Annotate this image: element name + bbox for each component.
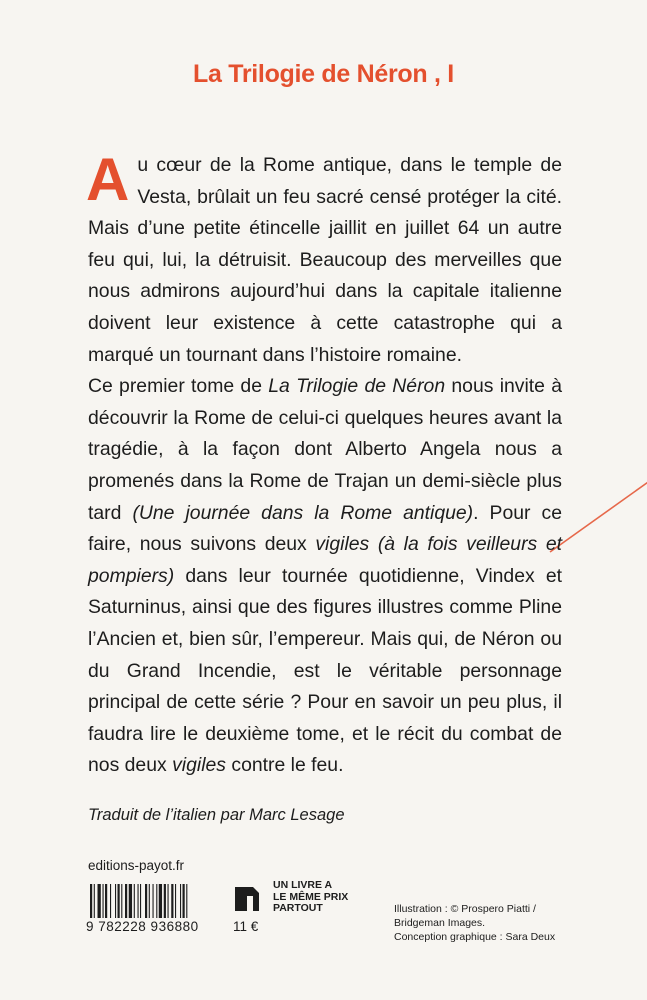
barcode-bar: [149, 884, 150, 918]
drop-cap: A: [86, 146, 130, 213]
barcode-bar: [153, 884, 154, 918]
credit-line: Illustration : © Prospero Piatti /: [394, 903, 536, 915]
barcode-bar: [175, 884, 176, 918]
blurb-text: . Pour ce faire, nous suivons deux: [88, 501, 563, 556]
barcode-bar: [94, 884, 95, 918]
blurb-paragraph-1-text: u cœur de la Rome antique, dans le temple de Vesta, brûlait un feu sacré censé protéger la cité. Mais d’une petite étincelle jaillit en juillet 64 un autre feu qui, lui, la détruisit. Beaucoup des merveilles que nous admirons aujourd’hui dans la capitale italienne doivent leur existence à cette catastrophe qui a marqué un tournant dans l’histoire romaine.: [88, 154, 562, 366]
single-price-promo: [273, 880, 348, 915]
barcode-bar: [121, 884, 122, 918]
blurb-paragraph-1: [86, 146, 562, 371]
blurb-italic-vigiles: vigiles: [172, 754, 226, 777]
barcode-bar: [156, 884, 157, 918]
barcode-bar: [138, 884, 139, 918]
blurb-italic-title: La Trilogie de Néron: [268, 375, 446, 398]
price: 11 €: [233, 919, 259, 934]
barcode-bar: [105, 884, 107, 918]
blurb-text: Ce premier tome de: [88, 375, 269, 398]
barcode-bar: [90, 884, 92, 918]
back-cover-blurb: [86, 146, 563, 782]
isbn-number: 9 782228 936880: [86, 919, 199, 934]
barcode-bar: [171, 884, 173, 918]
barcode-bar: [118, 884, 120, 918]
barcode-bar: [134, 884, 135, 918]
promo-line: UN LIVRE A: [273, 879, 333, 891]
blurb-text: contre le feu.: [225, 754, 344, 777]
barcode-bar: [125, 884, 127, 918]
translator-credit: Traduit de l’italien par Marc Lesage: [88, 806, 345, 824]
series-title: La Trilogie de Néron , I: [193, 60, 454, 88]
barcode-icon: [86, 884, 226, 950]
publisher-website[interactable]: editions-payot.fr: [88, 858, 185, 873]
barcode-bar: [140, 884, 141, 918]
blurb-text: dans leur tournée quotidienne, Vindex et Saturninus, ainsi que des figures illustres comme Pline l’Ancien et, bien sûr, l’empereur. Mais qui, de Néron ou du Grand Incendie, est le véritable personnage principal de cette série ? Pour en savoir un peu plus, il faudra lire le deuxième tome, et le récit du combat de nos deux: [88, 564, 562, 777]
credit-line: Bridgeman Images.: [394, 917, 486, 929]
barcode-bar: [180, 884, 181, 918]
barcode-bar: [145, 884, 147, 918]
barcode-bar: [129, 884, 132, 918]
barcode-bar: [183, 884, 185, 918]
blurb-italic-vigiles: vigiles (à la fois veilleurs et pompiers): [88, 533, 563, 587]
promo-line: LE MÊME PRIX: [273, 890, 349, 903]
barcode-bar: [103, 884, 104, 918]
barcode-bar: [168, 884, 169, 918]
blurb-text: nous invite à découvrir la Rome de celui-ci quelques heures avant la tragédie, à la façon dont Alberto Angela nous a promenés dans la Rome de Trajan un demi-siècle plus tard: [88, 375, 563, 524]
promo-line: PARTOUT: [273, 902, 323, 914]
barcode-bar: [110, 884, 111, 918]
book-price-logo-icon: [233, 884, 263, 914]
blurb-paragraph-2: [88, 371, 562, 782]
barcode-bar: [186, 884, 187, 918]
barcode-bar: [164, 884, 166, 918]
cover-credits: [394, 902, 555, 944]
barcode-bar: [98, 884, 101, 918]
barcode-bar: [115, 884, 116, 918]
blurb-italic-reference: (Une journée dans la Rome antique): [132, 501, 474, 524]
credit-line: Conception graphique : Sara Deux: [394, 931, 556, 943]
barcode-bar: [159, 884, 162, 918]
